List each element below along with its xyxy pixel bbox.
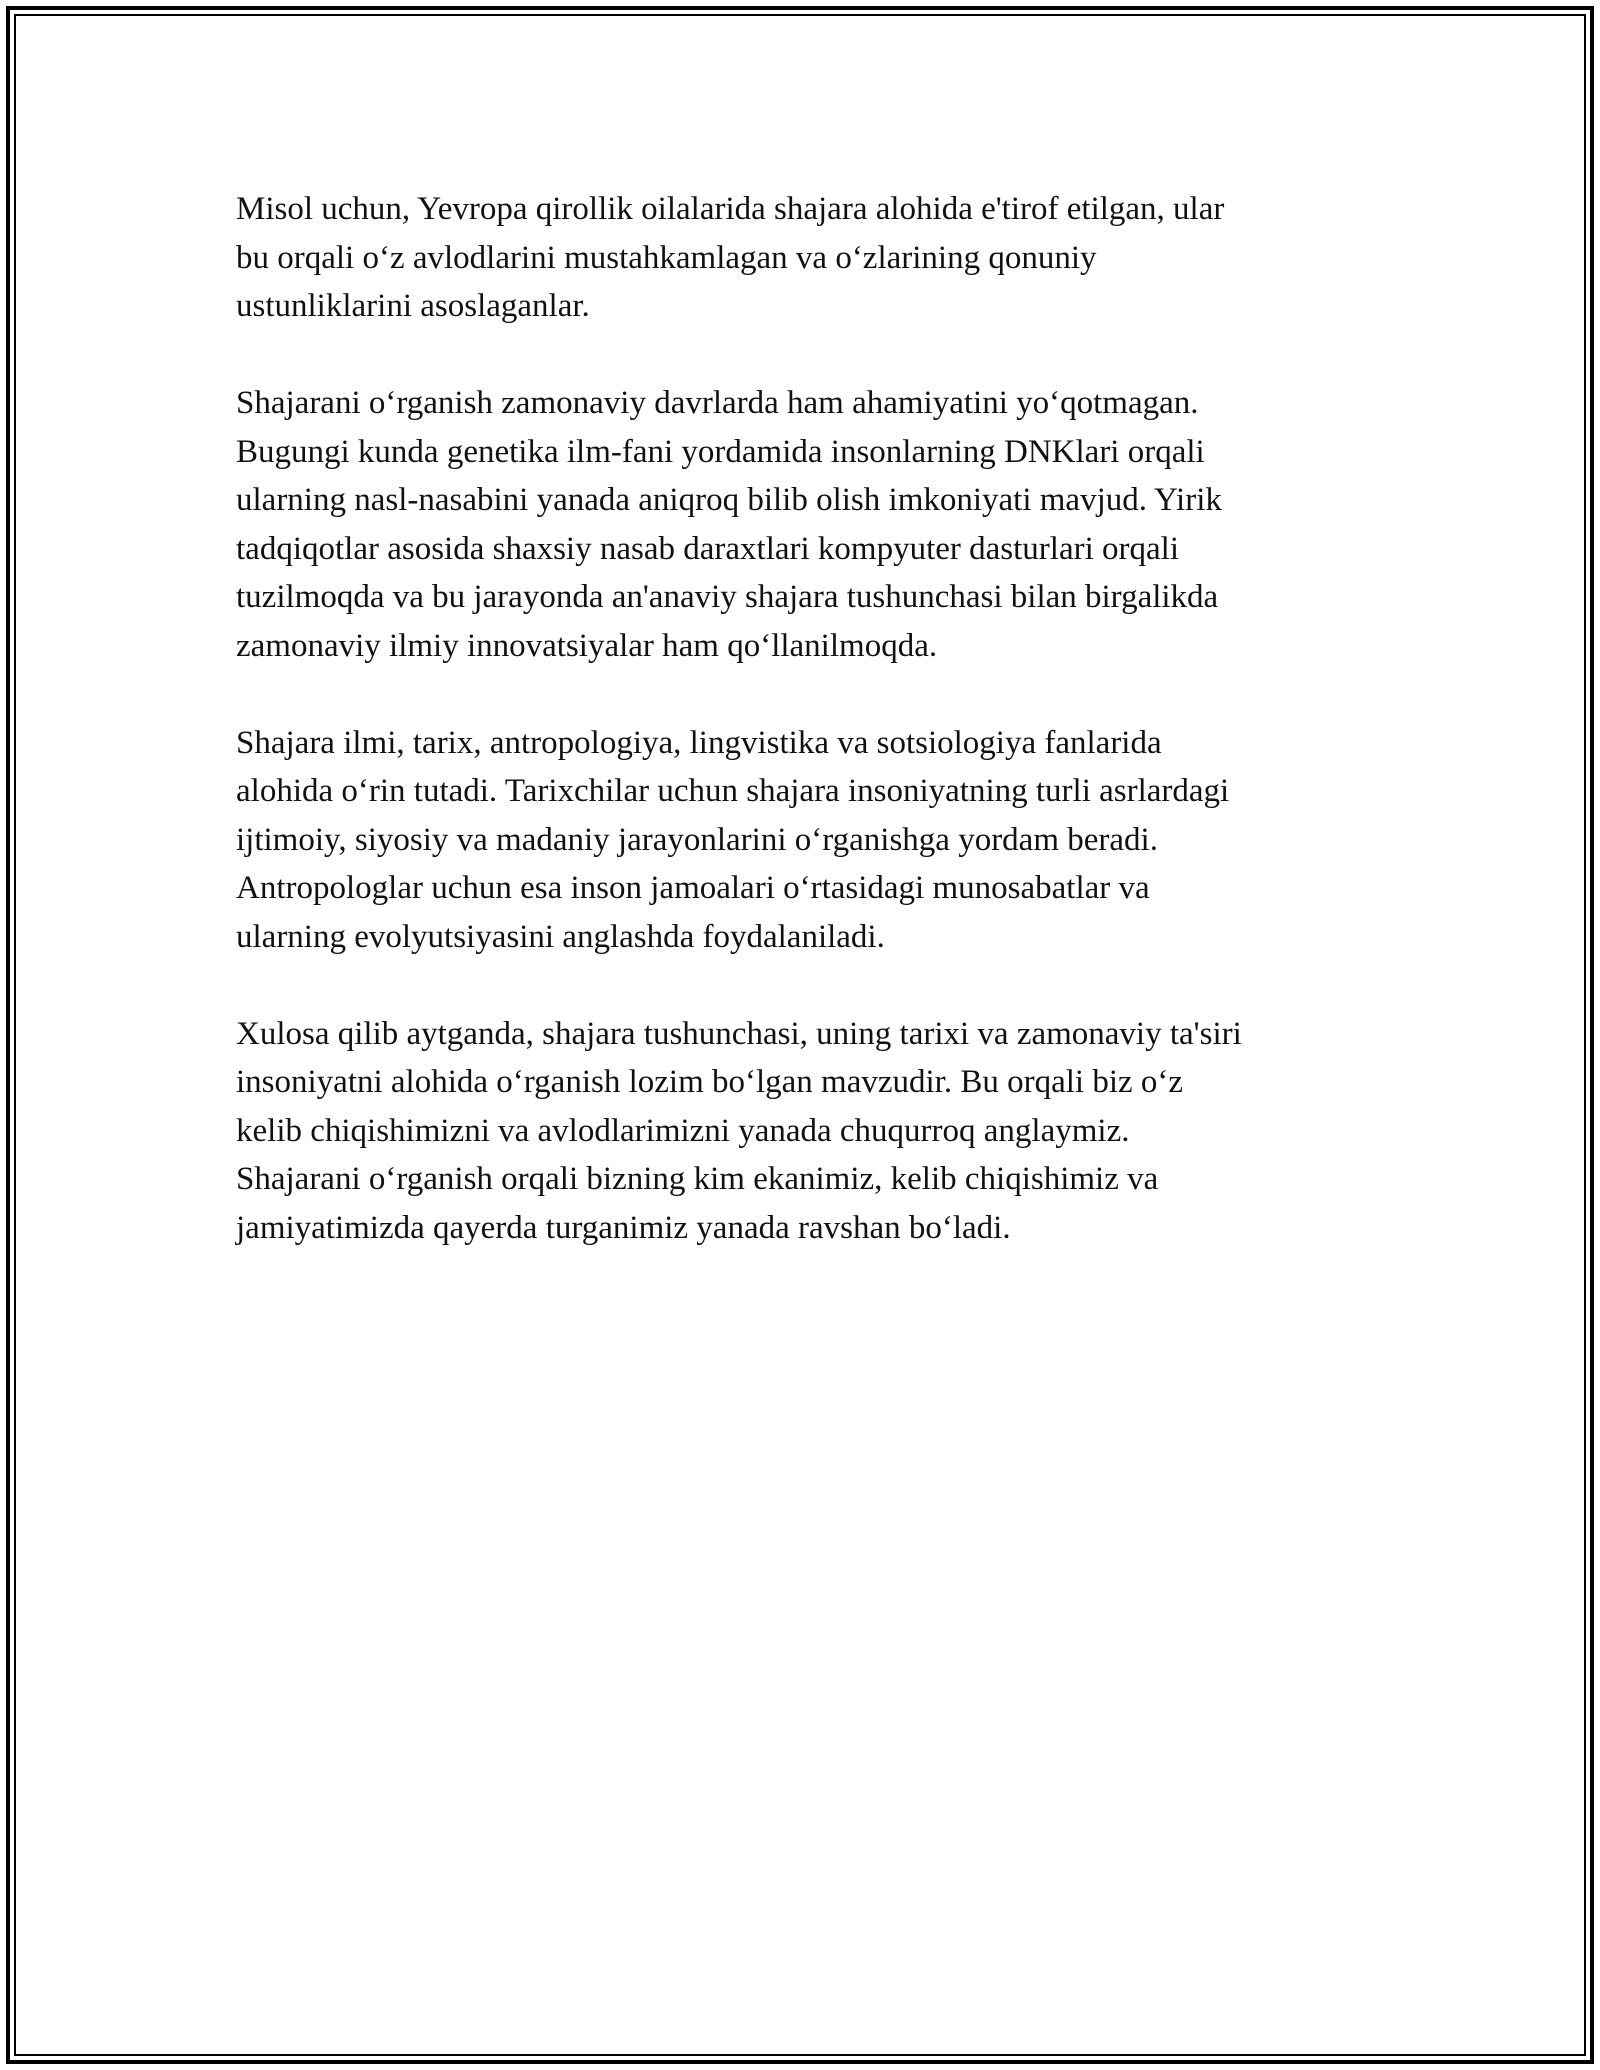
paragraph-3: Shajara ilmi, tarix, antropologiya, lingvistika va sotsiologiya fanlarida alohida o‘rin tutadi. Tarixchilar uchun shajara insoniyatning turli asrlardagi ijtimoiy, siyosiy va madaniy jarayonlarini o‘rganishga yordam beradi. Antropologlar uchun esa inson jamoalari o‘rtasidagi munosabatlar va ularning evolyutsiyasini anglashda foydalaniladi.	[236, 724, 1230, 955]
paragraph-2: Shajarani o‘rganish zamonaviy davrlarda ham ahamiyatini yo‘qotmagan. Bugungi kunda genetika ilm-fani yordamida insonlarning DNKlari orqali ularning nasl-nasabini yanada aniqroq bilib olish imkoniyati mavjud. Yirik tadqiqotlar asosida shaxsiy nasab daraxtlari kompyuter dasturlari orqali tuzilmoqda va bu jarayonda an'anaviy shajara tushunchasi bilan birgalikda zamonaviy ilmiy innovatsiyalar ham qo‘llanilmoqda.	[236, 385, 1222, 664]
paragraph-4: Xulosa qilib aytganda, shajara tushunchasi, uning tarixi va zamonaviy ta'siri insoniyatni alohida o‘rganish lozim bo‘lgan mavzudir. Bu orqali biz o‘z kelib chiqishimizni va avlodlarimizni yanada chuqurroq anglaymiz. Shajarani o‘rganish orqali bizning kim ekanimiz, kelib chiqishimiz va jamiyatimizda qayerda turganimiz yanada ravshan bo‘ladi.	[236, 1015, 1242, 1246]
document-body	[236, 185, 1366, 1301]
paragraph-1: Misol uchun, Yevropa qirollik oilalarida shajara alohida e'tirof etilgan, ular bu orqali o‘z avlodlarini mustahkamlagan va o‘zlarining qonuniy ustunliklarini asoslaganlar.	[236, 191, 1225, 324]
